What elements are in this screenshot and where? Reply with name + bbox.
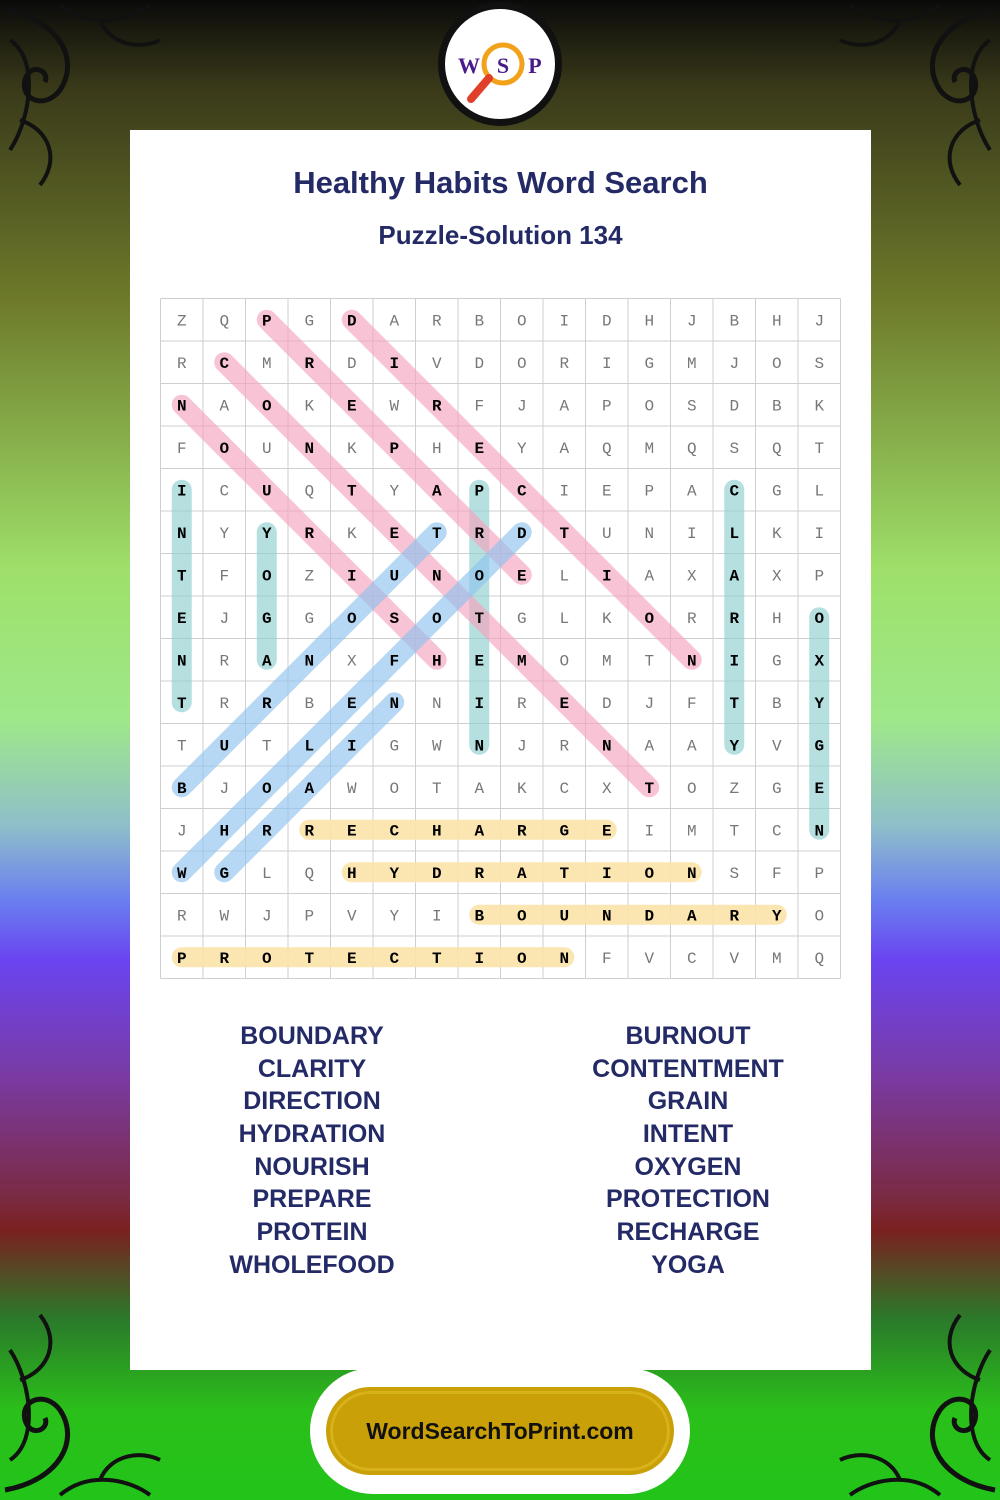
grid-cell-letter: M [601, 652, 612, 671]
grid-cell-letter: V [771, 737, 782, 756]
grid-cell-letter: D [644, 907, 655, 926]
grid-cell-letter: T [644, 652, 655, 671]
grid-cell-letter: A [431, 482, 442, 501]
grid-cell-letter: R [474, 524, 485, 543]
grid-cell-letter: O [644, 609, 655, 628]
word-list-item: PROTECTION [606, 1185, 770, 1214]
grid-cell-letter: N [176, 524, 187, 543]
grid-cell-letter: D [601, 312, 612, 331]
word-list-item: PREPARE [252, 1185, 372, 1214]
grid-cell-letter: D [474, 354, 485, 373]
website-link-button[interactable]: WordSearchToPrint.com [326, 1387, 674, 1475]
word-list-item: RECHARGE [616, 1218, 760, 1247]
grid-cell-letter: Q [686, 439, 697, 458]
grid-cell-letter: T [729, 822, 740, 841]
grid-cell-letter: U [559, 907, 570, 926]
grid-cell-letter: W [389, 397, 400, 416]
grid-cell-letter: C [686, 949, 697, 968]
grid-cell-letter: I [346, 567, 357, 586]
grid-cell-letter: R [559, 354, 570, 373]
grid-cell-letter: J [814, 312, 825, 331]
grid-cell-letter: E [601, 822, 612, 841]
grid-cell-letter: M [686, 822, 697, 841]
grid-cell-letter: R [219, 949, 230, 968]
grid-cell-letter: X [771, 567, 782, 586]
grid-cell-letter: K [346, 524, 357, 543]
grid-cell-letter: N [559, 949, 570, 968]
grid-cell-letter: Z [304, 567, 315, 586]
logo-letter-p: P [528, 53, 542, 78]
grid-cell-letter: I [814, 524, 825, 543]
grid-cell-letter: C [389, 949, 400, 968]
grid-cell-letter: W [176, 864, 187, 883]
grid-cell-letter: Y [771, 907, 782, 926]
grid-cell-letter: Z [176, 312, 187, 331]
grid-cell-letter: D [729, 397, 740, 416]
word-list-item: YOGA [651, 1250, 725, 1279]
grid-cell-letter: P [814, 864, 825, 883]
grid-cell-letter: U [219, 737, 230, 756]
grid-cell-letter: I [601, 567, 612, 586]
grid-cell-letter: R [474, 864, 485, 883]
grid-cell-letter: G [219, 864, 230, 883]
grid-cell-letter: P [261, 312, 272, 331]
grid-cell-letter: R [729, 907, 740, 926]
grid-cell-letter: H [219, 822, 230, 841]
grid-cell-letter: U [261, 482, 272, 501]
grid-cell-letter: A [559, 439, 570, 458]
grid-cell-letter: Q [814, 949, 825, 968]
grid-cell-letter: A [686, 737, 697, 756]
grid-cell-letter: Q [219, 312, 230, 331]
grid-cell-letter: G [304, 312, 315, 331]
grid-cell-letter: L [261, 864, 272, 883]
grid-cell-letter: G [771, 482, 782, 501]
grid-cell-letter: L [814, 482, 825, 501]
grid-cell-letter: I [686, 524, 697, 543]
grid-cell-letter: G [516, 609, 527, 628]
grid-cell-letter: O [516, 949, 527, 968]
grid-cell-letter: O [261, 779, 272, 798]
grid-cell-letter: Q [771, 439, 782, 458]
grid-cell-letter: N [474, 737, 485, 756]
grid-cell-letter: J [219, 609, 230, 628]
grid-cell-letter: N [644, 524, 655, 543]
wsp-logo [438, 2, 562, 126]
grid-cell-letter: R [219, 694, 230, 713]
grid-cell-letter: E [346, 397, 357, 416]
grid-cell-letter: N [176, 397, 187, 416]
grid-cell-letter: J [516, 737, 527, 756]
grid-cell-letter: K [601, 609, 612, 628]
grid-cell-letter: P [389, 439, 400, 458]
grid-cell-letter: M [261, 354, 272, 373]
grid-cell-letter: F [219, 567, 230, 586]
grid-cell-letter: Y [389, 864, 400, 883]
grid-cell-letter: T [431, 949, 442, 968]
grid-cell-letter: B [771, 694, 782, 713]
grid-cell-letter: E [474, 439, 485, 458]
grid-cell-letter: E [601, 482, 612, 501]
grid-cell-letter: T [176, 737, 187, 756]
magnifier-icon [445, 9, 555, 119]
grid-cell-letter: U [389, 567, 400, 586]
word-list-item: BOUNDARY [240, 1022, 384, 1050]
grid-cell-letter: V [346, 907, 357, 926]
grid-cell-letter: O [644, 397, 655, 416]
word-list-item: INTENT [642, 1120, 734, 1149]
grid-cell-letter: A [474, 822, 485, 841]
grid-cell-letter: M [644, 439, 655, 458]
word-list-item: DIRECTION [243, 1087, 381, 1116]
grid-cell-letter: C [516, 482, 527, 501]
grid-cell-letter: B [176, 779, 187, 798]
grid-cell-letter: I [346, 737, 357, 756]
grid-cell-letter: T [176, 567, 187, 586]
grid-cell-letter: A [474, 779, 485, 798]
grid-cell-letter: Q [304, 864, 315, 883]
word-list-item: GRAIN [647, 1087, 729, 1116]
grid-cell-letter: D [346, 312, 357, 331]
grid-cell-letter: O [644, 864, 655, 883]
grid-cell-letter: U [601, 524, 612, 543]
grid-cell-letter: C [729, 482, 740, 501]
grid-cell-letter: V [729, 949, 740, 968]
grid-cell-letter: A [686, 482, 697, 501]
grid-cell-letter: S [729, 439, 740, 458]
grid-cell-letter: T [474, 609, 485, 628]
grid-cell-letter: N [601, 737, 612, 756]
grid-cell-letter: O [261, 949, 272, 968]
grid-cell-letter: T [261, 737, 272, 756]
grid-cell-letter: T [644, 779, 655, 798]
grid-cell-letter: B [771, 397, 782, 416]
grid-cell-letter: F [389, 652, 400, 671]
page-subtitle: Puzzle-Solution 134 [378, 220, 623, 250]
grid-cell-letter: T [346, 482, 357, 501]
grid-cell-letter: S [814, 354, 825, 373]
grid-cell-letter: R [219, 652, 230, 671]
grid-cell-letter: F [686, 694, 697, 713]
grid-cell-letter: J [516, 397, 527, 416]
grid-cell-letter: H [771, 609, 782, 628]
grid-cell-letter: I [431, 907, 442, 926]
grid-cell-letter: O [771, 354, 782, 373]
grid-cell-letter: L [559, 609, 570, 628]
grid-cell-letter: O [389, 779, 400, 798]
grid-cell-letter: M [771, 949, 782, 968]
grid-cell-letter: R [516, 694, 527, 713]
grid-cell-letter: R [431, 397, 442, 416]
grid-cell-letter: A [644, 737, 655, 756]
grid-cell-letter: O [686, 779, 697, 798]
grid-cell-letter: C [389, 822, 400, 841]
grid-cell-letter: T [559, 864, 570, 883]
grid-cell-letter: A [644, 567, 655, 586]
grid-cell-letter: T [729, 694, 740, 713]
grid-cell-letter: O [559, 652, 570, 671]
grid-cell-letter: O [516, 312, 527, 331]
grid-cell-letter: K [516, 779, 527, 798]
grid-cell-letter: O [261, 397, 272, 416]
grid-cell-letter: Y [219, 524, 230, 543]
grid-cell-letter: L [729, 524, 740, 543]
grid-cell-letter: O [474, 567, 485, 586]
grid-cell-letter: E [389, 524, 400, 543]
grid-cell-letter: J [219, 779, 230, 798]
grid-cell-letter: H [431, 652, 442, 671]
grid-cell-letter: O [516, 354, 527, 373]
grid-cell-letter: N [686, 652, 697, 671]
grid-cell-letter: O [346, 609, 357, 628]
grid-cell-letter: Q [601, 439, 612, 458]
grid-cell-letter: I [389, 354, 400, 373]
grid-cell-letter: O [814, 609, 825, 628]
grid-cell-letter: C [219, 354, 230, 373]
grid-cell-letter: H [346, 864, 357, 883]
letter-grid [160, 298, 841, 979]
grid-cell-letter: A [729, 567, 740, 586]
grid-cell-letter: P [474, 482, 485, 501]
word-list-item: BURNOUT [625, 1022, 751, 1050]
grid-cell-letter: R [176, 907, 187, 926]
grid-cell-letter: E [559, 694, 570, 713]
word-list-right [538, 1020, 838, 1282]
grid-cell-letter: V [431, 354, 442, 373]
grid-cell-letter: V [644, 949, 655, 968]
word-list-item: NOURISH [254, 1152, 370, 1181]
grid-cell-letter: Y [389, 482, 400, 501]
grid-cell-letter: X [686, 567, 697, 586]
grid-cell-letter: O [516, 907, 527, 926]
grid-cell-letter: K [304, 397, 315, 416]
grid-cell-letter: P [304, 907, 315, 926]
grid-cell-letter: W [346, 779, 357, 798]
grid-cell-letter: R [176, 354, 187, 373]
word-list-item: WHOLEFOOD [229, 1250, 395, 1279]
grid-cell-letter: A [686, 907, 697, 926]
grid-cell-letter: S [686, 397, 697, 416]
grid-cell-letter: B [474, 312, 485, 331]
grid-cell-letter: S [389, 609, 400, 628]
grid-cell-letter: E [346, 822, 357, 841]
grid-cell-letter: F [601, 949, 612, 968]
grid-cell-letter: G [389, 737, 400, 756]
grid-cell-letter: G [644, 354, 655, 373]
grid-cell-letter: I [601, 354, 612, 373]
grid-cell-letter: E [474, 652, 485, 671]
word-list-item: OXYGEN [634, 1152, 742, 1181]
logo-letter-s: S [496, 53, 510, 78]
grid-cell-letter: R [431, 312, 442, 331]
grid-cell-letter: N [304, 652, 315, 671]
grid-cell-letter: S [729, 864, 740, 883]
grid-cell-letter: G [771, 779, 782, 798]
grid-cell-letter: Y [729, 737, 740, 756]
grid-cell-letter: T [431, 779, 442, 798]
grid-cell-letter: G [261, 609, 272, 628]
grid-cell-letter: E [814, 779, 825, 798]
grid-cell-letter: Y [389, 907, 400, 926]
grid-cell-letter: M [516, 652, 527, 671]
grid-cell-letter: I [559, 482, 570, 501]
grid-cell-letter: F [176, 439, 187, 458]
grid-cell-letter: P [644, 482, 655, 501]
grid-cell-letter: J [176, 822, 187, 841]
grid-cell-letter: X [814, 652, 825, 671]
grid-cell-letter: J [261, 907, 272, 926]
logo-letter-w: W [458, 53, 480, 78]
grid-cell-letter: P [601, 397, 612, 416]
grid-cell-letter: G [559, 822, 570, 841]
grid-cell-letter: T [814, 439, 825, 458]
grid-cell-letter: H [431, 822, 442, 841]
word-list-item: HYDRATION [238, 1120, 386, 1149]
grid-cell-letter: L [559, 567, 570, 586]
grid-cell-letter: R [304, 822, 315, 841]
page-title: Healthy Habits Word Search [293, 165, 708, 200]
grid-cell-letter: F [771, 864, 782, 883]
grid-cell-letter: L [304, 737, 315, 756]
grid-cell-letter: D [601, 694, 612, 713]
grid-cell-letter: I [559, 312, 570, 331]
grid-cell-letter: R [729, 609, 740, 628]
grid-cell-letter: I [729, 652, 740, 671]
grid-cell-letter: T [559, 524, 570, 543]
grid-cell-letter: R [261, 694, 272, 713]
grid-cell-letter: A [219, 397, 230, 416]
grid-cell-letter: R [516, 822, 527, 841]
grid-cell-letter: P [814, 567, 825, 586]
grid-cell-letter: G [304, 609, 315, 628]
grid-cell-letter: B [729, 312, 740, 331]
grid-cell-letter: Z [729, 779, 740, 798]
grid-cell-letter: B [474, 907, 485, 926]
grid-cell-letter: A [304, 779, 315, 798]
grid-cell-letter: C [219, 482, 230, 501]
grid-cell-letter: O [219, 439, 230, 458]
grid-cell-letter: T [304, 949, 315, 968]
grid-cell-letter: J [686, 312, 697, 331]
grid-cell-letter: J [729, 354, 740, 373]
grid-cell-letter: X [346, 652, 357, 671]
grid-cell-letter: J [644, 694, 655, 713]
grid-cell-letter: N [601, 907, 612, 926]
grid-cell-letter: E [176, 609, 187, 628]
grid-cell-letter: T [431, 524, 442, 543]
grid-cell-letter: I [474, 694, 485, 713]
grid-cell-letter: U [261, 439, 272, 458]
grid-cell-letter: O [431, 609, 442, 628]
grid-cell-letter: N [431, 567, 442, 586]
grid-cell-letter: F [474, 397, 485, 416]
grid-cell-letter: E [346, 694, 357, 713]
grid-cell-letter: T [176, 694, 187, 713]
grid-cell-letter: N [389, 694, 400, 713]
grid-cell-letter: P [176, 949, 187, 968]
grid-cell-letter: H [771, 312, 782, 331]
grid-cell-letter: I [644, 822, 655, 841]
grid-cell-letter: H [431, 439, 442, 458]
grid-cell-letter: I [601, 864, 612, 883]
grid-cell-letter: E [516, 567, 527, 586]
grid-cell-letter: A [389, 312, 400, 331]
word-list-item: PROTEIN [256, 1218, 368, 1247]
grid-cell-letter: N [431, 694, 442, 713]
grid-cell-letter: K [771, 524, 782, 543]
grid-cell-letter: N [814, 822, 825, 841]
grid-cell-letter: X [601, 779, 612, 798]
grid-cell-letter: G [771, 652, 782, 671]
grid-cell-letter: O [814, 907, 825, 926]
word-list-left [162, 1020, 462, 1282]
grid-cell-letter: K [814, 397, 825, 416]
grid-cell-letter: Q [304, 482, 315, 501]
grid-cell-letter: I [176, 482, 187, 501]
grid-cell-letter: I [474, 949, 485, 968]
grid-cell-letter: Y [261, 524, 272, 543]
grid-cell-letter: D [516, 524, 527, 543]
grid-cell-letter: G [814, 737, 825, 756]
grid-cell-letter: K [346, 439, 357, 458]
grid-cell-letter: R [261, 822, 272, 841]
grid-cell-letter: R [304, 354, 315, 373]
grid-cell-letter: O [261, 567, 272, 586]
grid-cell-letter: E [346, 949, 357, 968]
grid-cell-letter: A [516, 864, 527, 883]
grid-cell-letter: Y [516, 439, 527, 458]
grid-cell-letter: R [304, 524, 315, 543]
grid-cell-letter: C [559, 779, 570, 798]
grid-cell-letter: W [431, 737, 442, 756]
grid-cell-letter: A [261, 652, 272, 671]
word-list-item: CONTENTMENT [592, 1054, 784, 1083]
grid-cell-letter: N [686, 864, 697, 883]
grid-cell-letter: H [644, 312, 655, 331]
grid-cell-letter: A [559, 397, 570, 416]
grid-cell-letter: D [431, 864, 442, 883]
grid-cell-letter: M [686, 354, 697, 373]
grid-cell-letter: D [346, 354, 357, 373]
grid-cell-letter: R [559, 737, 570, 756]
grid-cell-letter: W [219, 907, 230, 926]
word-list-item: CLARITY [257, 1054, 367, 1083]
grid-cell-letter: C [771, 822, 782, 841]
grid-cell-letter: N [304, 439, 315, 458]
grid-cell-letter: N [176, 652, 187, 671]
grid-cell-letter: Y [814, 694, 825, 713]
grid-cell-letter: B [304, 694, 315, 713]
grid-cell-letter: R [686, 609, 697, 628]
